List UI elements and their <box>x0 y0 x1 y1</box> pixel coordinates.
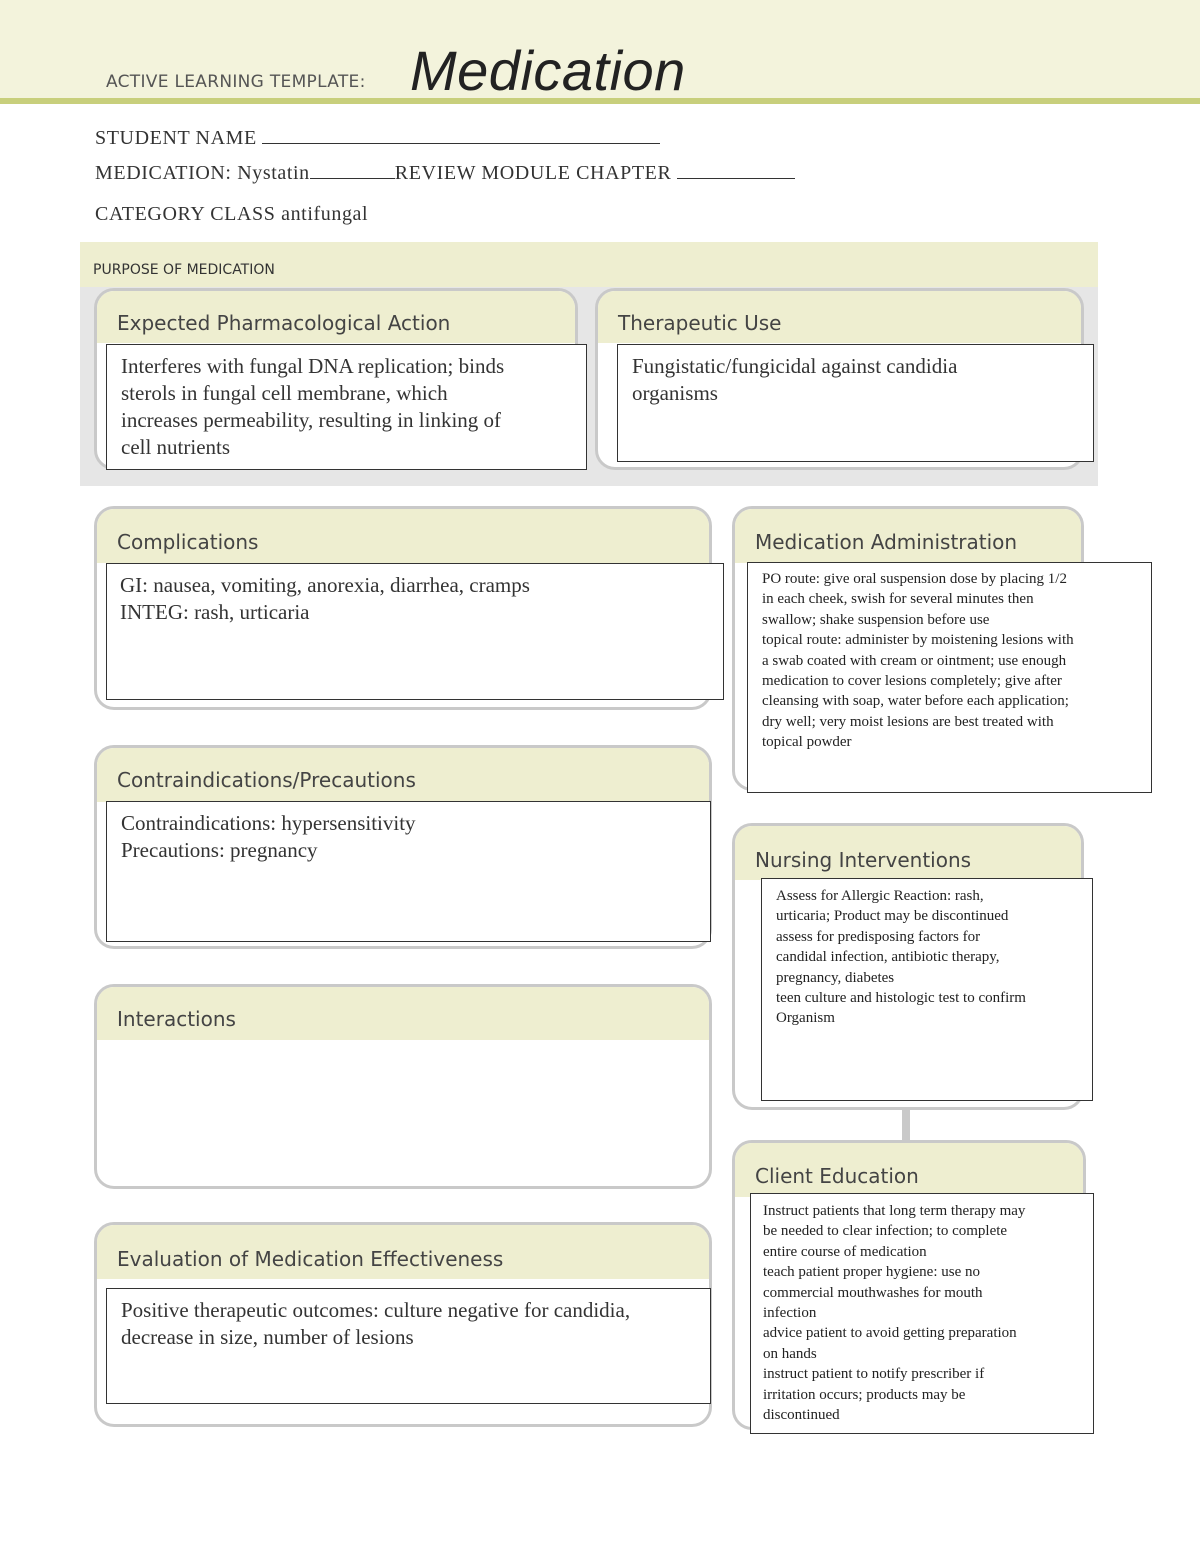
therapeutic-use-text: Fungistatic/fungicidal against candidia organisms <box>632 354 958 405</box>
interactions-title: Interactions <box>117 1007 236 1031</box>
therapeutic-use-title: Therapeutic Use <box>618 311 782 335</box>
category-label: CATEGORY CLASS <box>95 203 276 225</box>
medication-value[interactable]: Nystatin <box>237 162 310 184</box>
student-name-row <box>95 127 660 150</box>
client-education-text: Instruct patients that long term therapy may be needed to clear infection; to complete entire course of medication teach patient proper hygiene: use no commercial mouthwashes for mouth infection advice patient to avoid getting preparation on hands instruct patient to notify prescriber if irritation occurs; products may be discontinued <box>763 1203 1026 1424</box>
nursing-interventions-text: Assess for Allergic Reaction: rash, urticaria; Product may be discontinued assess for predisposing factors for candidal infection, antibiotic therapy, pregnancy, diabetes teen culture and histologic test to confirm Organism <box>776 888 1026 1027</box>
expected-action-title: Expected Pharmacological Action <box>117 311 451 335</box>
student-name-field[interactable] <box>262 142 660 144</box>
therapeutic-use-box[interactable] <box>617 344 1094 462</box>
medication-label: MEDICATION: <box>95 162 232 184</box>
client-education-title: Client Education <box>755 1164 919 1188</box>
category-row <box>95 203 368 226</box>
medication-row <box>95 162 795 185</box>
student-name-label: STUDENT NAME <box>95 127 257 149</box>
complications-text: GI: nausea, vomiting, anorexia, diarrhea, cramps INTEG: rash, urticaria <box>120 573 530 624</box>
medication-administration-box[interactable] <box>747 562 1152 793</box>
page-title: Medication <box>410 39 686 102</box>
evaluation-box[interactable] <box>106 1288 711 1404</box>
complications-box[interactable] <box>106 563 724 700</box>
client-education-box[interactable] <box>750 1193 1094 1434</box>
review-module-label: REVIEW MODULE CHAPTER <box>394 162 672 184</box>
nursing-interventions-box[interactable] <box>761 878 1093 1101</box>
expected-action-text: Interferes with fungal DNA replication; binds sterols in fungal cell membrane, which increases permeability, resulting in linking of cell nutrients <box>121 354 505 459</box>
contraindications-text: Contraindications: hypersensitivity Precautions: pregnancy <box>121 811 416 862</box>
purpose-label: PURPOSE OF MEDICATION <box>93 262 275 278</box>
evaluation-text: Positive therapeutic outcomes: culture negative for candidia, decrease in size, number of lesions <box>121 1298 631 1349</box>
contraindications-title: Contraindications/Precautions <box>117 768 416 792</box>
medication-administration-text: PO route: give oral suspension dose by placing 1/2 in each cheek, swish for several minutes then swallow; shake suspension before use topical route: administer by moistening lesions with a swab coated with cream or ointment; use enough medication to cover lesions completely; give after cleansing with soap, water before each application; dry well; very moist lesions are best treated with topical powder <box>762 571 1074 751</box>
expected-action-box[interactable] <box>106 344 587 470</box>
complications-title: Complications <box>117 530 259 554</box>
category-value[interactable]: antifungal <box>281 203 369 225</box>
interactions-card[interactable] <box>94 984 712 1189</box>
review-module-field[interactable] <box>677 177 795 179</box>
medication-underline <box>310 177 395 179</box>
evaluation-title: Evaluation of Medication Effectiveness <box>117 1247 504 1271</box>
medication-administration-title: Medication Administration <box>755 530 1018 554</box>
template-label: ACTIVE LEARNING TEMPLATE: <box>106 72 366 92</box>
connector-line <box>902 1110 910 1140</box>
nursing-interventions-title: Nursing Interventions <box>755 848 972 872</box>
contraindications-box[interactable] <box>106 801 711 942</box>
